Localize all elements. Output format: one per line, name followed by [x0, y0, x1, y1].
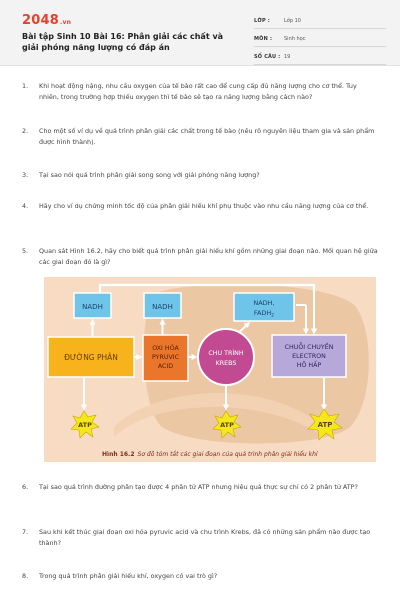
meta-info — [254, 13, 386, 67]
meta-value: Lớp 10 — [284, 17, 301, 24]
atp-label-3: ATP — [317, 421, 333, 429]
pyruvic-line3: ACID — [157, 363, 174, 370]
nadh-fadh-line1: NADH, — [253, 299, 275, 307]
pyruvic-line2: PYRUVIC — [151, 354, 180, 361]
question-text: Tại sao nói quá trình phân giải song song với giải phóng năng lượng? — [39, 171, 260, 179]
question-item — [22, 201, 378, 212]
question-text: Hãy cho ví dụ chứng minh tốc độ của phân giải hiếu khí phụ thuộc vào nhu cầu năng lượng của cơ thể. — [39, 202, 369, 210]
question-number: 5. — [22, 247, 29, 255]
page-title: Bài tập Sinh 10 Bài 16: Phân giải các chất và giải phóng năng lượng có đáp án — [22, 32, 224, 52]
question-text: Khi hoạt động nặng, nhu cầu oxygen của tế bào rất cao để cung cấp đủ năng lượng cho cơ thể. Tuy nhiên, trong trường hợp thiếu oxygen thì tế bào sẽ tạo ra năng lượng bằng cách nào? — [39, 82, 357, 101]
nadh-label-2: NADH — [152, 303, 173, 311]
question-number: 7. — [22, 528, 29, 536]
krebs-line2: KREBS — [215, 360, 237, 367]
etc-line2: ELECTRON — [292, 353, 326, 360]
logo-tld: .vn — [59, 19, 72, 26]
atp-label-2: ATP — [220, 421, 234, 429]
question-item — [22, 170, 378, 181]
question-number: 1. — [22, 82, 29, 90]
question-number: 3. — [22, 171, 29, 179]
krebs-circle — [198, 329, 254, 385]
nadh-fadh-line2: $FADH_2$ — [253, 309, 275, 319]
site-logo[interactable] — [22, 13, 71, 28]
glycolysis-label: ĐƯỜNG PHÂN — [64, 353, 118, 362]
meta-key: SỐ CÂU : — [254, 53, 281, 60]
nadh-label-1: NADH — [82, 303, 103, 311]
pyruvic-line1: OXI HÓA — [152, 345, 179, 352]
question-text: Quan sát Hình 16.2, hãy cho biết quá trình phân giải hiếu khí gồm những giai đoạn nào. Mối quan hệ giữa các giai đoạn đó là gì? — [39, 247, 378, 266]
meta-value: 19 — [284, 53, 291, 60]
question-item — [22, 246, 378, 268]
question-item — [22, 81, 378, 103]
question-number: 2. — [22, 127, 29, 135]
meta-row-count — [254, 49, 386, 65]
figure-16-2 — [44, 277, 376, 462]
etc-line1: CHUỖI CHUYỀN — [284, 344, 334, 351]
question-text: Sau khi kết thúc giai đoạn oxi hóa pyruvic acid và chu trình Krebs, đã có những sản phẩm nào được tạo thành? — [39, 528, 371, 547]
meta-row-grade — [254, 13, 386, 29]
question-item — [22, 126, 378, 148]
etc-line3: HÔ HẤP — [296, 362, 322, 369]
figure-caption: Hình 16.2 Sơ đồ tóm tắt các giai đoạn của quá trình phân giải hiếu khí — [102, 451, 318, 458]
meta-key: MÔN : — [254, 35, 273, 42]
krebs-line1: CHU TRÌNH — [208, 350, 244, 357]
meta-row-subject — [254, 31, 386, 47]
question-item — [22, 571, 378, 582]
question-text: Tại sao quá trình đường phân tạo được 4 phân tử ATP nhưng hiệu quả thực sự chỉ có 2 phân tử ATP? — [39, 483, 358, 491]
respiration-diagram — [44, 277, 376, 462]
question-number: 8. — [22, 572, 29, 580]
question-item — [22, 527, 378, 549]
meta-key: LỚP : — [254, 17, 270, 24]
question-text: Cho một số ví dụ về quá trình phân giải các chất trong tế bào (nêu rõ nguyên liệu tham gia và sản phẩm được hình thành). — [39, 127, 375, 146]
question-item — [22, 482, 378, 493]
logo-text: 2048 — [22, 13, 59, 28]
header — [0, 0, 400, 66]
question-text: Trong quá trình phân giải hiếu khí, oxygen có vai trò gì? — [39, 572, 218, 580]
atp-label-1: ATP — [78, 421, 92, 429]
question-number: 4. — [22, 202, 29, 210]
meta-value: Sinh học — [284, 35, 306, 42]
question-number: 6. — [22, 483, 29, 491]
